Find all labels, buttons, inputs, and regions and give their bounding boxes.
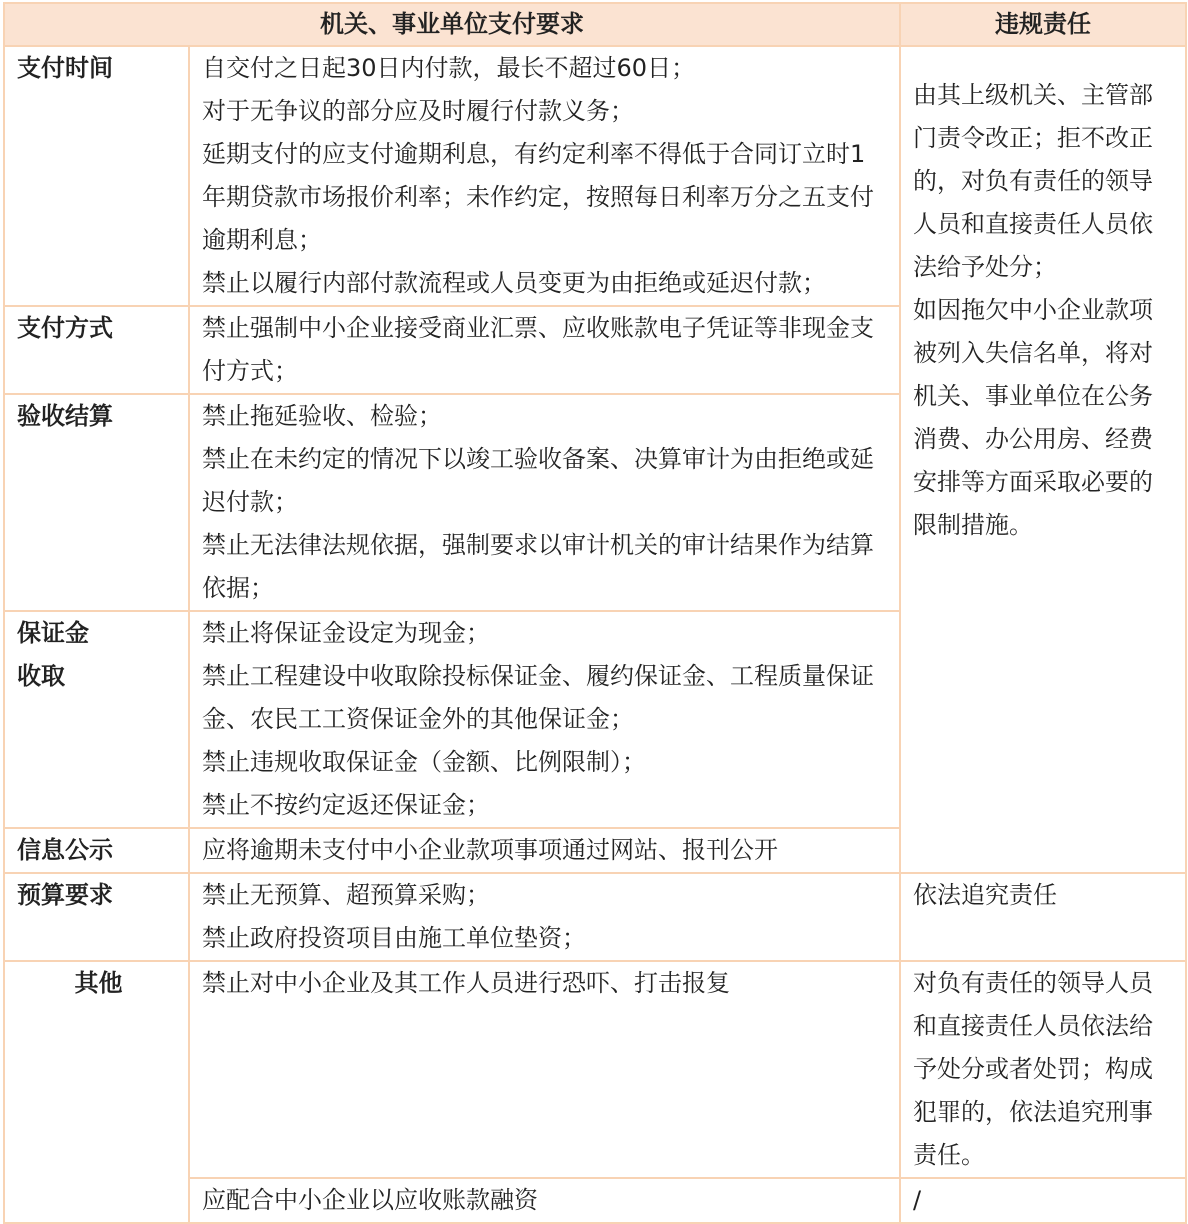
requirement-cell <box>189 961 900 1178</box>
requirement-item: 禁止政府投资项目由施工单位垫资； <box>202 924 586 952</box>
category-cell <box>4 611 189 828</box>
requirement-cell <box>189 394 900 611</box>
table-row <box>4 961 1186 1178</box>
category-label-line: 保证金 <box>17 619 89 647</box>
header-liability: 违规责任 <box>900 3 1186 46</box>
category-cell: 支付时间 <box>4 46 189 306</box>
requirement-cell <box>189 306 900 394</box>
category-cell: 验收结算 <box>4 394 189 611</box>
requirement-cell <box>189 873 900 961</box>
liability-text: 由其上级机关、主管部门责令改正；拒不改正的，对负有责任的领导人员和直接责任人员依法给予处分； <box>913 81 1153 281</box>
category-cell: 预算要求 <box>4 873 189 961</box>
requirement-item: 禁止无法律法规依据，强制要求以审计机关的审计结果作为结算依据； <box>202 531 874 602</box>
requirement-item: 禁止不按约定返还保证金； <box>202 791 490 819</box>
requirement-cell <box>189 611 900 828</box>
requirement-cell <box>189 1178 900 1223</box>
liability-text: 如因拖欠中小企业款项被列入失信名单，将对机关、事业单位在公务消费、办公用房、经费安排等方面采取必要的限制措施。 <box>913 296 1153 539</box>
requirement-item: 禁止违规收取保证金（金额、比例限制）； <box>202 748 646 776</box>
requirement-cell <box>189 828 900 873</box>
requirement-item: 禁止在未约定的情况下以竣工验收备案、决算审计为由拒绝或延迟付款； <box>202 445 874 516</box>
requirement-item: 延期支付的应支付逾期利息，有约定利率不得低于合同订立时1年期贷款市场报价利率；未作约定，按照每日利率万分之五支付逾期利息； <box>202 140 874 254</box>
requirement-item: 禁止工程建设中收取除投标保证金、履约保证金、工程质量保证金、农民工工资保证金外的其他保证金； <box>202 662 874 733</box>
category-cell: 其他 <box>4 961 189 1223</box>
requirement-item: 应将逾期未支付中小企业款项事项通过网站、报刊公开 <box>202 836 778 864</box>
category-cell: 支付方式 <box>4 306 189 394</box>
requirement-item: 禁止无预算、超预算采购； <box>202 881 490 909</box>
requirement-item: 禁止拖延验收、检验； <box>202 402 442 430</box>
requirement-item: 禁止对中小企业及其工作人员进行恐吓、打击报复 <box>202 969 730 997</box>
liability-cell <box>900 46 1186 873</box>
header-requirements: 机关、事业单位支付要求 <box>4 3 900 46</box>
requirement-item: 自交付之日起30日内付款，最长不超过60日； <box>202 54 696 82</box>
liability-cell: / <box>900 1178 1186 1223</box>
requirement-cell <box>189 46 900 306</box>
liability-cell: 对负有责任的领导人员和直接责任人员依法给予处分或者处罚；构成犯罪的，依法追究刑事责任。 <box>900 961 1186 1178</box>
category-label-line: 收取 <box>17 662 65 690</box>
regulation-table <box>3 2 1187 1224</box>
requirement-item: 应配合中小企业以应收账款融资 <box>202 1186 538 1214</box>
table-header-row <box>4 3 1186 46</box>
table-row <box>4 46 1186 306</box>
requirement-item: 对于无争议的部分应及时履行付款义务； <box>202 97 634 125</box>
requirement-item: 禁止将保证金设定为现金； <box>202 619 490 647</box>
liability-cell: 依法追究责任 <box>900 873 1186 961</box>
table-row <box>4 873 1186 961</box>
requirement-item: 禁止强制中小企业接受商业汇票、应收账款电子凭证等非现金支付方式； <box>202 314 874 385</box>
requirement-item: 禁止以履行内部付款流程或人员变更为由拒绝或延迟付款； <box>202 269 826 297</box>
category-cell: 信息公示 <box>4 828 189 873</box>
